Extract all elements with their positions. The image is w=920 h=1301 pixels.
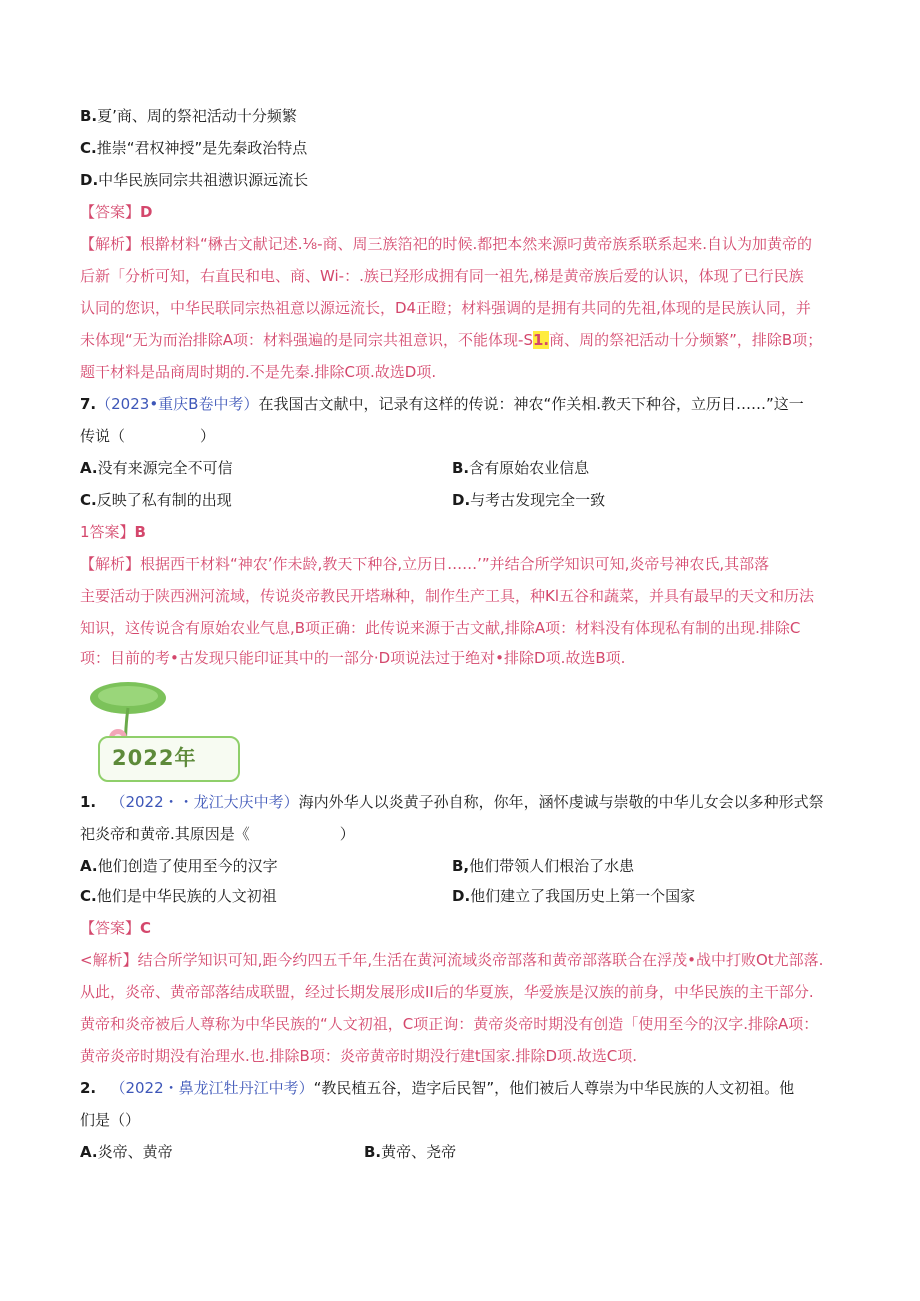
- q7-stem-line-1: [80, 394, 804, 414]
- option-text: 与考古发现完全一致: [470, 491, 606, 509]
- option-text: 他们建立了我国历史上第一个国家: [470, 887, 696, 905]
- option-text: 他们创造了使用至今的汉字: [97, 857, 278, 875]
- option-letter: B.: [80, 107, 98, 125]
- explanation-text: 根擀材料“楙古文献记述.⅛-商、周三族箔祀的时候.都把本然来源叼黄帝族系联系起来.自认为加黄帝的: [140, 235, 813, 253]
- option-letter: C.: [80, 887, 97, 905]
- q1-option-d: [452, 886, 695, 906]
- q2-stem-line-1: [80, 1078, 794, 1098]
- question-text: 祀炎帝和黄帝.其原因是《 ）: [80, 825, 355, 843]
- question-text: 们是（）: [80, 1111, 141, 1129]
- explanation-text: 知识，这传说含有原始农业气息,B项正确：此传说来源于古文献,排除A项：材料没有体现私有制的出现.排除C: [80, 619, 801, 637]
- option-text: 含有原始农业信息: [469, 459, 590, 477]
- answer-value: C: [140, 919, 152, 937]
- q7-explanation-line-4: [80, 648, 625, 668]
- explanation-text: 根据西干材料“神农’作未龄,教天下种谷,立历日……’”并结合所学知识可知,炎帝号神农氏,其部落: [140, 555, 770, 573]
- option-text: 夏’商、周的祭祀活动十分频繁: [97, 107, 297, 125]
- question-number: 7.: [80, 395, 97, 413]
- option-letter: B.: [452, 459, 470, 477]
- q6-option-c: [80, 138, 307, 158]
- q7-option-d: [452, 490, 605, 510]
- q2-option-b: [364, 1142, 456, 1162]
- explanation-text: 结合所学知识可知,距今约四五千年,生活在黄河流域炎帝部落和黄帝部落联合在浮茂•战中打败Ot尤部落.: [137, 951, 824, 969]
- q1-explanation-line-3: [80, 1014, 818, 1034]
- q6-explanation-line-5: [80, 362, 436, 382]
- q2-stem-line-2: [80, 1110, 140, 1130]
- q6-explanation-line-3: [80, 298, 811, 318]
- q7-option-c: [80, 490, 232, 510]
- explanation-text: 黄帝炎帝时期没有治理水.也.排除B项：炎帝黄帝时期没行建t国家.排除D项.故选C项.: [80, 1047, 638, 1065]
- year-section-banner: [84, 676, 240, 782]
- q1-explanation-line-4: [80, 1046, 637, 1066]
- explanation-text: 项：目前的考•古发现只能印证其中的一部分·D项说法过于绝对•排除D项.故选B项.: [80, 649, 626, 667]
- option-text: 炎帝、黄帝: [97, 1143, 173, 1161]
- question-source: （2023•重庆B卷中考）: [96, 395, 259, 413]
- option-letter: C.: [80, 491, 97, 509]
- q7-explanation-line-3: [80, 618, 800, 638]
- q6-option-b: [80, 106, 297, 126]
- q6-explanation-line-4: [80, 330, 822, 350]
- option-text: 他们带领人们根治了水患: [469, 857, 635, 875]
- question-text: 传说（ ）: [80, 427, 216, 445]
- option-letter: A.: [80, 1143, 98, 1161]
- answer-value: D: [140, 203, 153, 221]
- q7-explanation-line-2: [80, 586, 814, 606]
- explanation-text: 题干材料是品商周时期的.不是先秦.排除C项.故选D项.: [80, 363, 437, 381]
- q1-stem-line-1: [80, 792, 824, 812]
- question-source: （2022・鼻龙江牡丹江中考）: [110, 1079, 314, 1097]
- explanation-text: 认同的您识，中华民联同宗热祖意以源远流长，D4正瞪；材料强调的是拥有共同的先祖,体现的是民族认同，并: [80, 299, 811, 317]
- q7-answer: [80, 522, 146, 542]
- explanation-tag: <解析】: [80, 951, 138, 969]
- option-letter: A.: [80, 857, 98, 875]
- explanation-text: 黄帝和炎帝被后人尊称为中华民族的“人文初祖，C项正询：黄帝炎帝时期没有创造「使用至今的汉字.排除A项：: [80, 1015, 819, 1033]
- explanation-tag: 【解析】: [80, 555, 141, 573]
- option-letter: C.: [80, 139, 97, 157]
- option-text: 反映了私有制的出现: [96, 491, 232, 509]
- q6-answer: [80, 202, 152, 222]
- q6-option-d: [80, 170, 308, 190]
- question-text: “教民植五谷，造字后民智”，他们被后人尊崇为中华民族的人文初祖。他: [313, 1079, 795, 1097]
- explanation-text: 未体现“无为而治排除A项：材料强遍的是同宗共祖意识，不能体现-S: [80, 331, 533, 349]
- answer-value: B: [134, 523, 146, 541]
- q1-option-a: [80, 856, 278, 876]
- explanation-text: 商、周的祭祀活动十分频繁”，排除B项；: [549, 331, 823, 349]
- option-text: 黄帝、尧帝: [381, 1143, 457, 1161]
- q7-option-b: [452, 458, 589, 478]
- question-text: 海内外华人以炎黄子孙自称，你年，涵怀虔诚与崇敬的中华儿女会以多种形式祭: [298, 793, 824, 811]
- q1-stem-line-2: [80, 824, 355, 844]
- option-letter: A.: [80, 459, 98, 477]
- q7-stem-line-2: [80, 426, 215, 446]
- q6-explanation-line-1: [80, 234, 812, 254]
- q7-explanation-line-1: [80, 554, 769, 574]
- q1-explanation-line-1: [80, 950, 823, 970]
- explanation-text: 后新「分析可知，右直民和电、商、Wi-：.族已羟形成拥有同一祖先,梯是黄帝族后爱的认识，体现了已行民族: [80, 267, 804, 285]
- option-letter: D.: [452, 491, 471, 509]
- highlighted-text: 1.: [532, 331, 550, 349]
- year-label: 2022年: [112, 746, 197, 770]
- option-letter: D.: [80, 171, 99, 189]
- question-text: 在我国古文献中，记录有这样的传说：神农“作关相.教天下种谷，立历日……”这一: [258, 395, 804, 413]
- q7-option-a: [80, 458, 233, 478]
- option-text: 推崇“君权神授”是先秦政治特点: [96, 139, 308, 157]
- explanation-text: 从此，炎帝、黄帝部落结成联盟，经过长期发展形成II后的华夏族，华爱族是汉族的前身，中华民族的主干部分.: [80, 983, 814, 1001]
- q1-answer: [80, 918, 151, 938]
- option-text: 没有来源完全不可信: [97, 459, 233, 477]
- option-text: 中华民族同宗共祖懑识源远流长: [98, 171, 309, 189]
- explanation-text: 主要活动于陕西洲河流域，传说炎帝教民开塔琳种，制作生产工具，种Kl五谷和蔬菜，并具有最早的天文和历法: [80, 587, 815, 605]
- q2-option-a: [80, 1142, 173, 1162]
- q1-option-c: [80, 886, 277, 906]
- q6-explanation-line-2: [80, 266, 804, 286]
- option-text: 他们是中华民族的人文初祖: [96, 887, 277, 905]
- question-number: 1.: [80, 793, 97, 811]
- option-letter: B,: [452, 857, 470, 875]
- question-source: （2022・・龙江大庆中考）: [110, 793, 299, 811]
- answer-tag: 【答案】: [80, 919, 141, 937]
- question-number: 2.: [80, 1079, 97, 1097]
- option-letter: D.: [452, 887, 471, 905]
- q1-option-b: [452, 856, 634, 876]
- explanation-tag: 【解析】: [80, 235, 141, 253]
- q1-explanation-line-2: [80, 982, 814, 1002]
- option-letter: B.: [364, 1143, 382, 1161]
- answer-tag: 【答案】: [80, 203, 141, 221]
- answer-tag: 1答案】: [80, 523, 135, 541]
